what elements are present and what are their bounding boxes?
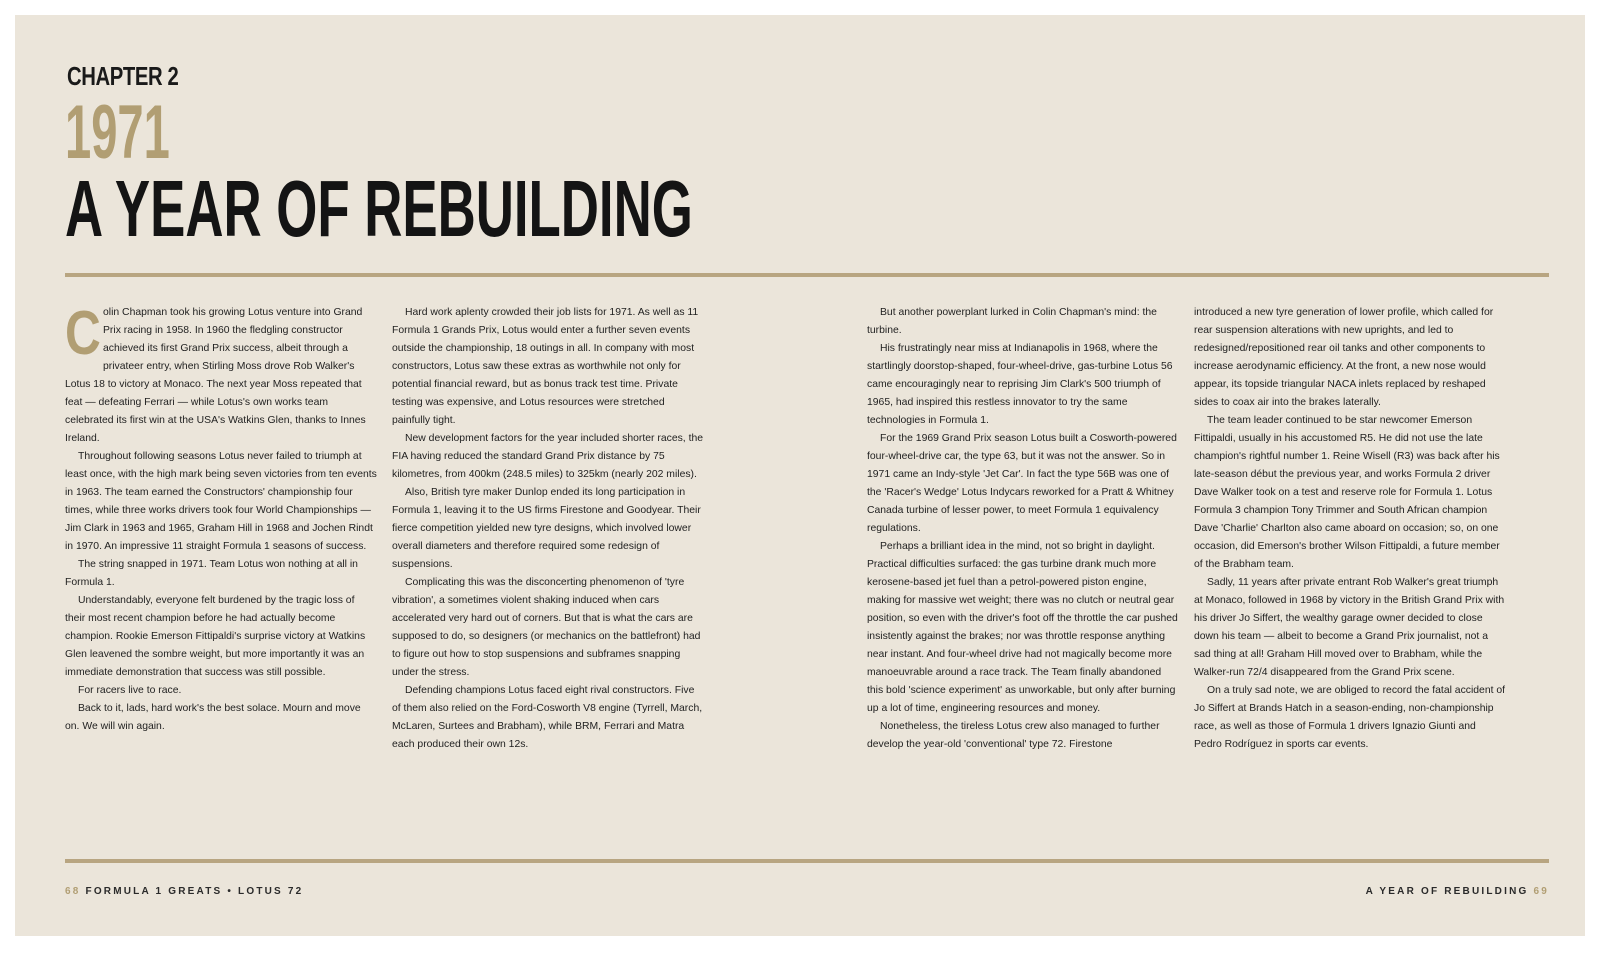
chapter-label: CHAPTER 2 xyxy=(67,61,179,91)
paragraph: introduced a new tyre generation of lower profile, which called for rear suspension alterations with new uprights, and led to redesigned/repositioned rear oil tanks and other components to increase aerodynamic efficiency. At the front, a new nose would appear, its topside triangular NACA inlets replaced by reshaped sides to coax air into the brakes laterally. xyxy=(1194,307,1494,408)
column-3 xyxy=(867,304,1179,754)
paragraph: Also, British tyre maker Dunlop ended its long participation in Formula 1, leaving it to the US firms Firestone and Goodyear. Their fierce competition yielded new tyre designs, which involved lower overall diameters and therefore required some redesign of suspensions. xyxy=(392,487,701,570)
page-number-right: 69 xyxy=(1533,886,1549,897)
page-number-left: 68 xyxy=(65,886,81,897)
paragraph: Perhaps a brilliant idea in the mind, not so bright in daylight. Practical difficulties surfaced: the gas turbine drank much more kerosene-based jet fuel than a petrol-powered piston engine, making for massive wet weight; there was no clutch or neutral gear position, so even with the driver's foot off the throttle the car pushed insistently against the brakes; nor was throttle response anything near instant. And four-wheel drive had not magically become more manoeuvrable around a race track. The Team finally abandoned this bold 'science experiment' as unworkable, but only after burning up a lot of time, engineering resources and money. xyxy=(867,541,1178,714)
footer-right xyxy=(1366,886,1549,897)
paragraph: Colin Chapman took his growing Lotus venture into Grand Prix racing in 1958. In 1960 the fledgling constructor achieved its first Grand Prix success, albeit through a privateer entry, when Stirling Moss drove Rob Walker's Lotus 18 to victory at Monaco. The next year Moss repeated that feat — defeating Ferrari — while Lotus's own works team celebrated its first win at the USA's Watkins Glen, thanks to Innes Ireland. xyxy=(65,299,366,444)
column-1 xyxy=(65,299,377,736)
paragraph: The string snapped in 1971. Team Lotus won nothing at all in Formula 1. xyxy=(65,559,358,588)
paragraph: For the 1969 Grand Prix season Lotus built a Cosworth-powered four-wheel-drive car, the type 63, but it was not the answer. So in 1971 came an Indy-style 'Jet Car'. In fact the type 56B was one of the 'Racer's Wedge' Lotus Indycars reworked for a Pratt & Whitney Canada turbine of lesser power, to meet Formula 1 equivalency regulations. xyxy=(867,433,1177,534)
paragraph: Nonetheless, the tireless Lotus crew also managed to further develop the year-old 'conventional' type 72. Firestone xyxy=(867,721,1160,750)
paragraph: But another powerplant lurked in Colin Chapman's mind: the turbine. xyxy=(867,307,1157,336)
paragraph: Hard work aplenty crowded their job lists for 1971. As well as 11 Formula 1 Grands Prix, Lotus would enter a further seven events outside the championship, 18 outings in all. In company with most constructors, Lotus saw these extras as worthwhile not only for potential financial reward, but as bonus track test time. Private testing was expensive, and Lotus resources were stretched painfully tight. xyxy=(392,307,699,426)
top-rule xyxy=(65,273,1549,277)
book-spread xyxy=(15,15,1585,936)
paragraph: On a truly sad note, we are obliged to record the fatal accident of Jo Siffert at Brands Hatch in a season-ending, non-championship race, as well as those of Formula 1 drivers Ignazio Giunti and Pedro Rodríguez in sports car events. xyxy=(1194,685,1506,750)
bottom-rule xyxy=(65,859,1549,863)
running-head-left: FORMULA 1 GREATS • LOTUS 72 xyxy=(85,886,304,897)
paragraph: Back to it, lads, hard work's the best solace. Mourn and move on. We will win again. xyxy=(65,703,361,732)
running-head-right: A YEAR OF REBUILDING xyxy=(1365,886,1529,897)
footer-left xyxy=(65,886,303,897)
paragraph: The team leader continued to be star newcomer Emerson Fittipaldi, usually in his accustomed R5. He did not use the late champion's rightful number 1. Reine Wisell (R3) was back after his late-season début the previous year, and works Formula 2 driver Dave Walker took on a test and reserve role for Formula 1. Lotus Formula 3 champion Tony Trimmer and South African champion Dave 'Charlie' Charlton also came aboard on occasion; so, on one occasion, did Emerson's brother Wilson Fittipaldi, a future member of the Brabham team. xyxy=(1194,415,1500,570)
paragraph: Understandably, everyone felt burdened by the tragic loss of their most recent champion before he had actually become champion. Rookie Emerson Fittipaldi's surprise victory at Watkins Glen leavened the sombre weight, but more importantly it was an immediate demonstration that success was still possible. xyxy=(65,595,366,678)
chapter-title: A YEAR OF REBUILDING xyxy=(65,164,693,253)
column-4 xyxy=(1194,304,1506,754)
paragraph: Complicating this was the disconcerting phenomenon of 'tyre vibration', a sometimes violent shaking induced when cars accelerated very hard out of corners. But that is what the cars are supposed to do, so designers (or mechanics on the battlefront) had to figure out how to stop suspensions and subframes snapping under the stress. xyxy=(392,577,701,678)
paragraph: Sadly, 11 years after private entrant Rob Walker's great triumph at Monaco, followed in 1968 by victory in the British Grand Prix with his driver Jo Siffert, the wealthy garage owner decided to close down his team — albeit to become a Grand Prix journalist, not a sad thing at all! Graham Hill moved over to Brabham, while the Walker-run 72/4 disappeared from the Grand Prix scene. xyxy=(1194,577,1505,678)
paragraph: Defending champions Lotus faced eight rival constructors. Five of them also relied on the Ford-Cosworth V8 engine (Tyrrell, March, McLaren, Surtees and Brabham), while BRM, Ferrari and Matra each produced their own 12s. xyxy=(392,685,703,750)
chapter-year: 1971 xyxy=(65,90,170,175)
column-2 xyxy=(392,304,704,754)
paragraph: Throughout following seasons Lotus never failed to triumph at least once, with the high mark being seven victories from ten events in 1963. The team earned the Constructors' championship four times, while three works drivers took four World Championships — Jim Clark in 1963 and 1965, Graham Hill in 1968 and Jochen Rindt in 1970. An impressive 11 straight Formula 1 seasons of success. xyxy=(65,451,377,552)
paragraph: For racers live to race. xyxy=(78,685,182,696)
drop-cap: C xyxy=(65,299,101,368)
paragraph: New development factors for the year included shorter races, the FIA having reduced the standard Grand Prix distance by 75 kilometres, from 400km (248.5 miles) to 325km (nearly 202 miles). xyxy=(392,433,704,480)
paragraph: His frustratingly near miss at Indianapolis in 1968, where the startlingly doorstop-shaped, four-wheel-drive, gas-turbine Lotus 56 came encouragingly near to reprising Jim Clark's 500 triumph of 1965, had inspired this restless innovator to try the same technologies in Formula 1. xyxy=(867,343,1173,426)
